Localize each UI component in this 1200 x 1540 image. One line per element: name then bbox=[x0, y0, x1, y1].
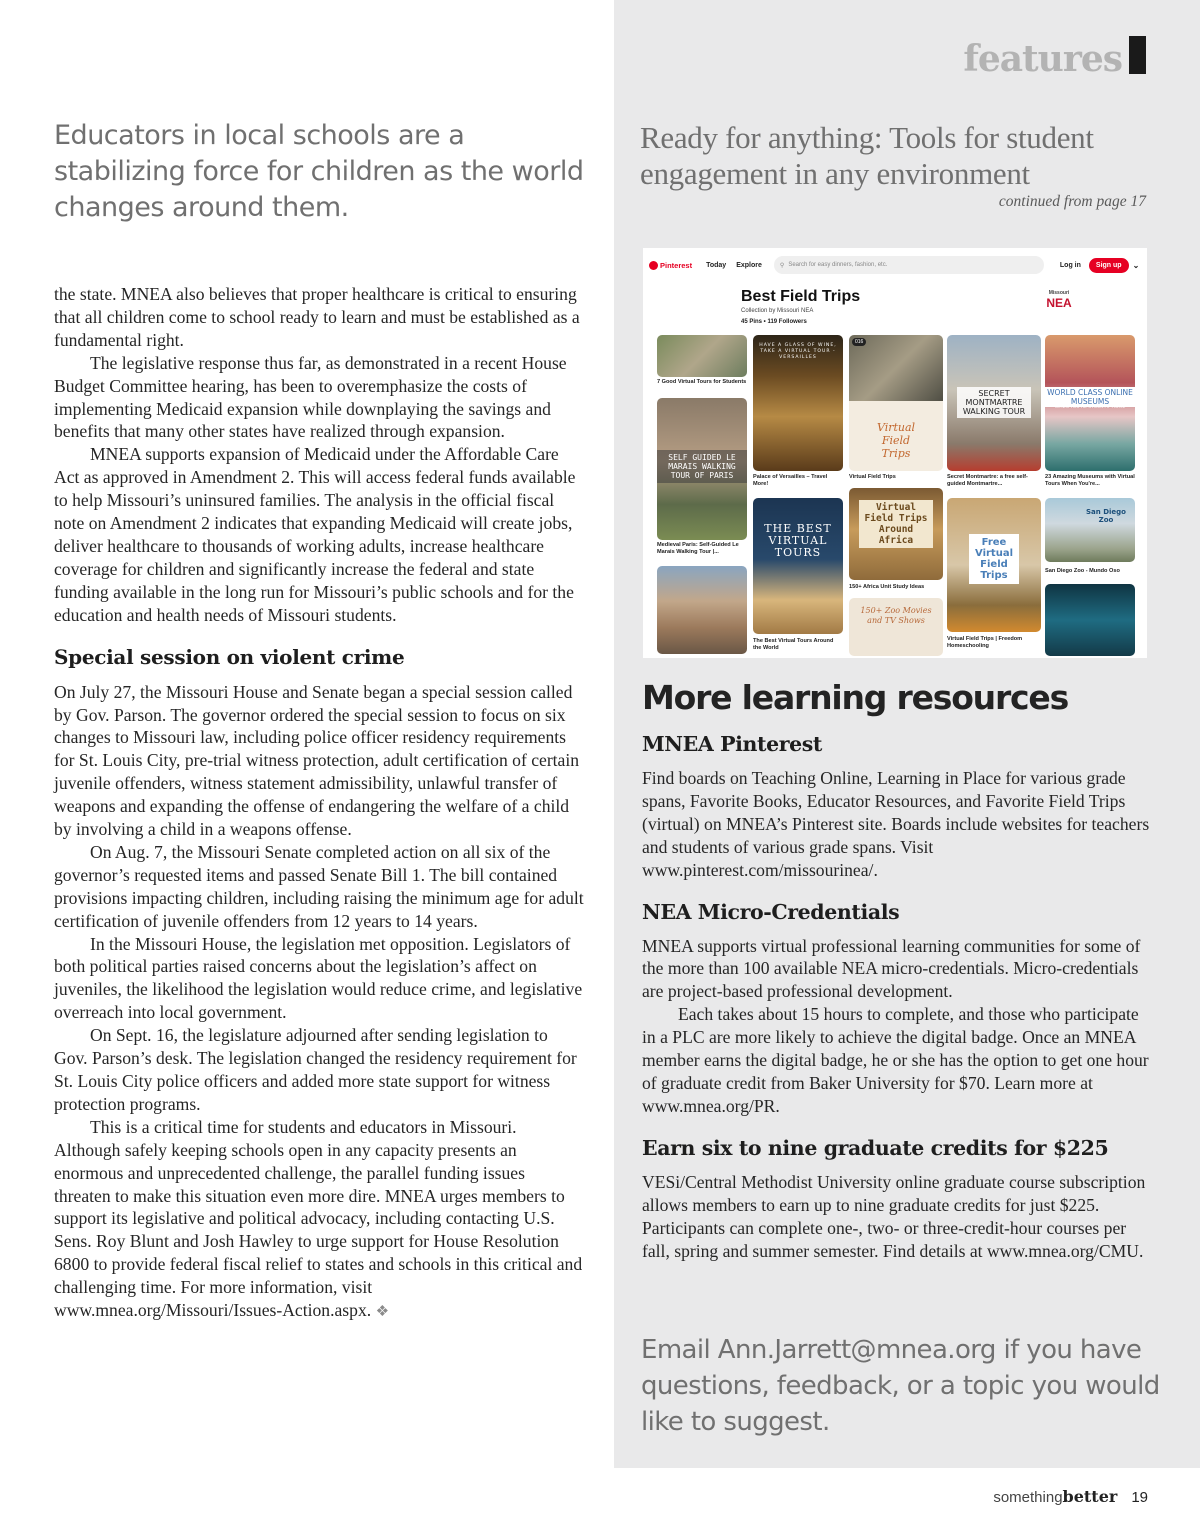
board-owner: Collection by Missouri NEA bbox=[741, 308, 814, 314]
pin-image-best-virtual-tours bbox=[753, 498, 843, 634]
subheading: Special session on violent crime bbox=[54, 644, 405, 669]
resources-heading: More learning resources bbox=[642, 678, 1069, 717]
pin-image-virtual-tours bbox=[657, 335, 747, 377]
pin-image-versailles bbox=[753, 335, 843, 471]
footer-brand-bold: better bbox=[1062, 1487, 1118, 1506]
tile-text: SELF GUIDED LE MARAIS WALKING TOUR OF PARIS bbox=[657, 450, 747, 483]
paragraph: Find boards on Teaching Online, Learning in Place for various grade spans, Favorite Books, Educator Resources, and Favorite Field Trips (virtual) on MNEA’s Pinterest site. Boards include websites for teachers and students of various grade spans. Visit www.pinterest.com/missourinea/. bbox=[642, 768, 1150, 880]
resource-heading: Earn six to nine graduate credits for $225 bbox=[642, 1135, 1109, 1160]
search-placeholder: Search for easy dinners, fashion, etc. bbox=[788, 262, 888, 268]
paragraph-text: This is a critical time for students and educators in Missouri. Although safely keeping schools open in any capacity presents an enormous and unprecedented challenge, the parallel funding issues threaten to make this situation even more dire. MNEA urges members to support its legislative and political advocacy, including contacting U.S. Sens. Roy Blunt and Josh Hawley to urge support for House Resolution 6800 to provide federal fiscal relief to states and schools in this critical and challenging time. For more information, visit www.mnea.org/Missouri/Issues-Action.aspx. bbox=[54, 1116, 583, 1321]
signup-button: Sign up bbox=[1089, 258, 1129, 273]
board-title: Best Field Trips bbox=[741, 288, 861, 305]
tile-text: Free Virtual Field Trips bbox=[969, 534, 1019, 584]
logo-text-top: Missouri bbox=[1048, 290, 1070, 296]
tile-text: 150+ Zoo Movies and TV Shows bbox=[860, 606, 932, 625]
paragraph: On Aug. 7, the Missouri Senate completed action on all six of the governor’s requested items and passed Senate Bill 1. The bill contained provisions impacting children, including raising the minimum age for adult certification of juvenile offenders from 12 years to 14 years. bbox=[54, 841, 584, 931]
nav-explore: Explore bbox=[736, 261, 762, 269]
resources-body bbox=[642, 731, 1152, 1262]
tile-text: Virtual Field Trips Around Africa bbox=[859, 500, 933, 548]
chevron-down-icon: ⌄ bbox=[1132, 260, 1140, 270]
paragraph bbox=[54, 1116, 584, 1324]
pin-image-zoo-movies bbox=[849, 598, 943, 656]
pin-caption: Medieval Paris: Self-Guided Le Marais Walking Tour |... bbox=[657, 542, 739, 555]
pin-caption: Secret Montmartre: a free self-guided Montmartre... bbox=[947, 474, 1028, 487]
spacer bbox=[642, 1118, 1152, 1135]
pin-image-virtual-field-trips bbox=[849, 335, 943, 471]
article-body bbox=[54, 283, 584, 1324]
pinterest-logo-icon bbox=[649, 261, 658, 270]
tile-text: THE BEST VIRTUAL TOURS bbox=[764, 522, 832, 559]
pin-caption: The Best Virtual Tours Around the World bbox=[753, 638, 834, 651]
tile-text: WORLD CLASS ONLINE MUSEUMS bbox=[1045, 387, 1135, 407]
paragraph: VESi/Central Methodist University online graduate course subscription allows members to earn up to nine graduate credits for just $225. Participants can complete one-, two- or three-credit-hour courses per fall, spring and summer semester. Find details at www.mnea.org/CMU. bbox=[642, 1171, 1146, 1261]
tile-text: San Diego Zoo bbox=[1086, 508, 1126, 524]
footer-brand-light: something bbox=[993, 1489, 1063, 1506]
missouri-nea-logo bbox=[1045, 288, 1073, 314]
pin-caption: Palace of Versailles – Travel More! bbox=[753, 474, 828, 487]
pin-image-san-diego-zoo bbox=[1045, 498, 1135, 562]
search-icon: ⚲ bbox=[779, 262, 785, 269]
spacer bbox=[642, 882, 1152, 899]
pinterest-topbar bbox=[643, 248, 1147, 282]
end-mark-icon: ❖ bbox=[375, 1304, 390, 1321]
paragraph: On Sept. 16, the legislature adjourned after sending legislation to Gov. Parson’s desk. The legislation changed the residency requirement for St. Louis City police officers and added more state support for witness protection programs. bbox=[54, 1025, 577, 1114]
pinterest-search-bar bbox=[774, 256, 1044, 274]
paragraph: the state. MNEA also believes that proper healthcare is critical to ensuring that all children come to school ready to learn and must be established as a fundamental right. bbox=[54, 284, 580, 350]
pin-image-free-virtual-field-trips bbox=[947, 498, 1041, 632]
pin-image-le-marais bbox=[657, 398, 747, 540]
page-number: 19 bbox=[1131, 1489, 1148, 1506]
pin-caption: Virtual Field Trips bbox=[849, 474, 896, 480]
pin-caption: 23 Amazing Museums with Virtual Tours When You're... bbox=[1045, 474, 1135, 487]
logo-text: NEA bbox=[1046, 296, 1072, 310]
pull-quote: Educators in local schools are a stabilizing force for children as the world changes around them. bbox=[54, 120, 584, 223]
contact-note: Email Ann.Jarrett@mnea.org if you have questions, feedback, or a topic you would like to suggest. bbox=[641, 1335, 1160, 1437]
paragraph: In the Missouri House, the legislation met opposition. Legislators of both political parties raised concerns about the legislation’s affect on juveniles, the likelihood the legislation would reduce crime, and legislative overreach into local government. bbox=[54, 933, 583, 1023]
pin-caption: San Diego Zoo - Mundo Oso bbox=[1045, 568, 1120, 574]
tile-text: SECRET MONTMARTRE WALKING TOUR bbox=[957, 387, 1031, 418]
resource-heading: NEA Micro-Credentials bbox=[642, 899, 900, 924]
article-title: Ready for anything: Tools for student engagement in any environment bbox=[640, 120, 1094, 191]
tile-badge: 016 bbox=[852, 338, 866, 346]
pin-caption: 7 Good Virtual Tours for Students bbox=[657, 379, 747, 385]
pin-image-online-museums bbox=[1045, 335, 1135, 471]
paragraph: On July 27, the Missouri House and Senate began a special session called by Gov. Parson. The governor ordered the special session to focus on six changes to Missouri law, including police officer residency requirements for St. Louis City, pre-trial witness protection, adult certification of certain juvenile offenders, witness statement admissibility, unlawful transfer of weapons and expanding the offense of endangering the welfare of a child by involving a child in a weapons offense. bbox=[54, 681, 580, 840]
login-button: Log in bbox=[1059, 261, 1081, 269]
paragraph: MNEA supports expansion of Medicaid under the Affordable Care Act as approved in Amendment 2. This will access federal funds available to help Missouri’s uninsured families. The analysis in the official fiscal note on Amendment 2 indicates that expanding Medicaid will create jobs, deliver healthcare to thousands of working adults, increase healthcare coverage for children and significantly increase the federal and state funding available in the long run for Missouri’s public schools and for the education and health needs of Missouri students. bbox=[54, 444, 576, 625]
paragraph: Each takes about 15 hours to complete, and those who participate in a PLC are more likely to achieve the digital badge. Once an MNEA member earns the digital badge, he or she has the option to get one hour of graduate credit from Baker University for $70. Learn more at www.mnea.org/PR. bbox=[642, 1004, 1149, 1116]
pin-image-aquarium bbox=[1045, 584, 1135, 656]
nav-today: Today bbox=[706, 261, 727, 269]
pinterest-logo bbox=[649, 261, 692, 270]
paragraph: MNEA supports virtual professional learning communities for some of the more than 100 available NEA micro-credentials. Micro-credentials are project-based professional development. bbox=[642, 935, 1141, 1002]
section-label: features bbox=[963, 38, 1122, 80]
pin-caption: 150+ Africa Unit Study Ideas bbox=[849, 584, 925, 590]
continued-note: continued from page 17 bbox=[998, 193, 1146, 210]
tile-text: Virtual Field Trips bbox=[876, 421, 916, 460]
section-marker-bar bbox=[1129, 36, 1146, 74]
pin-image-montmartre bbox=[947, 335, 1041, 471]
tile-text: HAVE A GLASS OF WINE, TAKE A VIRTUAL TOUR - VERSAILLES bbox=[759, 343, 837, 360]
pinterest-logo-text: Pinterest bbox=[660, 260, 693, 270]
page-footer bbox=[993, 1487, 1148, 1506]
tile-subtext: WHEN YOU'RE STUCK AT HOME bbox=[1054, 405, 1126, 410]
pin-image-desert bbox=[657, 566, 747, 654]
pin-caption: Virtual Field Trips | Freedom Homeschooling bbox=[947, 636, 1023, 649]
paragraph: The legislative response thus far, as demonstrated in a recent House Budget Committee hearing, has been to overemphasize the costs of implementing Medicaid expansion while downplaying the savings and benefits that many other states have realized through expansion. bbox=[54, 352, 567, 442]
pin-image-africa bbox=[849, 488, 943, 580]
resource-heading: MNEA Pinterest bbox=[642, 732, 822, 756]
board-stats: 45 Pins • 119 Followers bbox=[741, 319, 807, 325]
pinterest-screenshot bbox=[643, 248, 1147, 658]
